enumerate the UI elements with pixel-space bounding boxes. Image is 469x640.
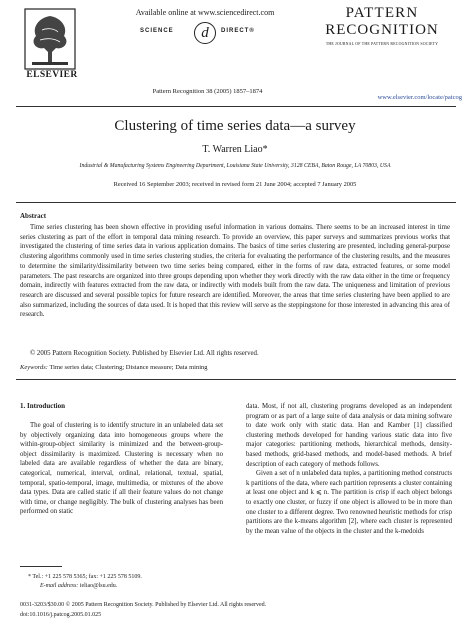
author-affiliation: Industrial & Manufacturing Systems Engineering Department, Louisiana State University, 3128 CEBA, Baton Rouge, LA 70803, USA xyxy=(79,163,391,169)
email-address[interactable]: ieliao@lsu.edu. xyxy=(78,583,118,589)
author-name: T. Warren Liao* xyxy=(202,144,268,155)
paper-title: Clustering of time series data—a survey xyxy=(114,118,356,134)
elsevier-tree-logo xyxy=(24,8,76,70)
keywords-line xyxy=(20,364,450,371)
available-online-text: Available online at www.sciencedirect.com xyxy=(135,8,275,17)
abstract-bottom-divider xyxy=(16,379,456,380)
footnote-divider xyxy=(20,566,62,567)
journal-title-line2: RECOGNITION xyxy=(325,22,439,38)
footnote-email xyxy=(40,583,230,589)
journal-subtitle: THE JOURNAL OF THE PATTERN RECOGNITION SOCIETY xyxy=(325,42,439,46)
received-dates: Received 16 September 2003; received in revised form 21 June 2004; accepted 7 January 2005 xyxy=(113,181,357,188)
journal-citation: Pattern Recognition 38 (2005) 1857–1874 xyxy=(152,88,263,95)
email-label: E-mail address: xyxy=(40,583,79,589)
intro-paragraph-right-2: Given a set of n unlabeled data tuples, a partitioning method constructs k partitions of the data, where each partition represents a cluster containing at least one object and k ⩽ n. The partition is crisp if each object belongs to exactly one cluster, or fuzzy if one object is allowed to be in more than one cluster to a different degree. Two renowned heuristic methods for crisp partitions are the k-means algorithm [2], where each cluster is represented by the mean value of the objects in the cluster and the k-medoids xyxy=(246,470,452,535)
sciencedirect-right: DIRECT® xyxy=(221,28,255,34)
sciencedirect-left: SCIENCE xyxy=(140,28,174,34)
abstract-top-divider xyxy=(16,202,456,203)
journal-url-link[interactable]: www.elsevier.com/locate/patcog xyxy=(377,94,462,101)
footnote-contact: * Tel.: +1 225 578 5365; fax: +1 225 578 5109. xyxy=(28,574,142,580)
right-column xyxy=(246,402,452,536)
sciencedirect-logo xyxy=(130,22,285,44)
journal-title-line1: PATTERN xyxy=(345,5,419,21)
abstract-body: Time series clustering has been shown effective in providing useful information in various domains. There seems to be an increased interest in time series clustering as part of the effort in temporal data mining research. To provide an overview, this paper surveys and summarizes previous works that investigated the clustering of time series data in various application domains. The basics of time series clustering are presented, including general-purpose clustering algorithms commonly used in time series clustering studies, the criteria for evaluating the performance of the clustering results, and the measures to determine the similarity/dissimilarity between two time series being compared, either in the forms of raw data, extracted features, or some model parameters. The past researchs are organized into three groups depending upon whether they work directly with the raw data either in the time or frequency domain, indirectly with features extracted from the raw data, or indirectly with models built from the raw data. The uniqueness and limitation of previous research are discussed and several possible topics for future research are identified. Moreover, the areas that time series clustering have been applied to are also summarized, including the sources of data used. It is hoped that this review will serve as the steppingstone for those interested in advancing this area of research. xyxy=(20,224,450,319)
header-divider xyxy=(16,106,456,107)
abstract-copyright: © 2005 Pattern Recognition Society. Published by Elsevier Ltd. All rights reserved. xyxy=(30,350,259,357)
issn-copyright: 0031-3203/$30.00 © 2005 Pattern Recognition Society. Published by Elsevier Ltd. All rights reserved. xyxy=(20,602,267,608)
abstract-heading: Abstract xyxy=(20,212,47,220)
sciencedirect-mark: d xyxy=(201,25,209,41)
publisher-name: ELSEVIER xyxy=(26,70,78,80)
sciencedirect-circle-icon xyxy=(194,22,216,44)
keywords-list: Time series data; Clustering; Distance measure; Data mining xyxy=(47,364,208,371)
section-heading-introduction: 1. Introduction xyxy=(20,402,65,410)
intro-paragraph-right-1: data. Most, if not all, clustering programs developed as an independent program or as part of a large suite of data analysis or data mining software to date work only with static data. Han and Kamber [1] classified clustering methods developed for handing various static data into five major categories: partitioning methods, hierarchical methods, density-based methods, grid-based methods, and model-based methods. A brief description of each category of methods follows. xyxy=(246,403,452,468)
doi-link[interactable]: doi:10.1016/j.patcog.2005.01.025 xyxy=(20,612,102,618)
keywords-label: Keywords: xyxy=(20,364,48,371)
intro-paragraph-left: The goal of clustering is to identify structure in an unlabeled data set by objectively organizing data into homogeneous groups where the within-group-object similarity is minimized and the between-group-object dissimilarity is maximized. Clustering is necessary when no labeled data are available regardless of whether the data are binary, categorical, numerical, interval, ordinal, relational, textual, spatial, temporal, spatio-temporal, image, multimedia, or mixtures of the above data types. Data are called static if all their feature values do not change with time, or change negligibly. The bulk of clustering analyses has been performed on static xyxy=(20,422,223,516)
